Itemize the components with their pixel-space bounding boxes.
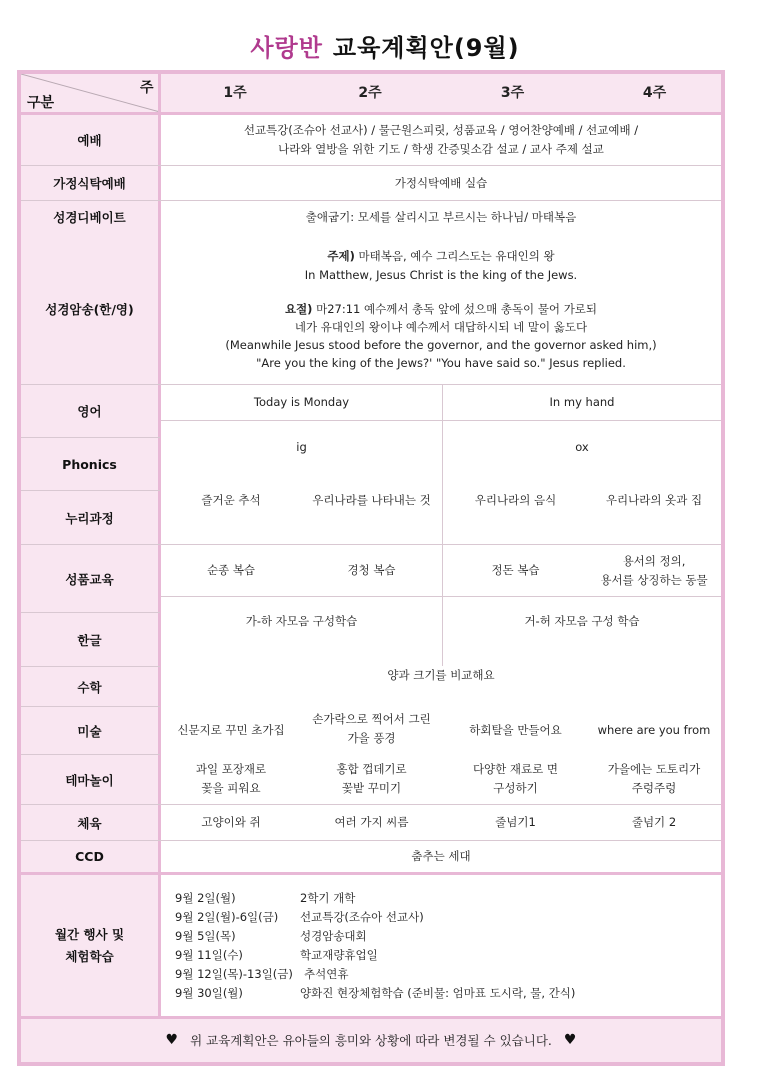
event-name: 성경암송대회 — [300, 929, 367, 943]
label-nuri: 누리과정 — [65, 510, 114, 526]
label-character: 성품교육 — [65, 571, 114, 587]
hangul-left: 가-하 자모음 구성학습 — [245, 613, 358, 628]
character-week4-line2: 용서를 상징하는 동물 — [600, 572, 708, 587]
theme-play-week1-line2: 꽃을 피워요 — [201, 781, 261, 795]
nuri-week2: 우리나라를 나타내는 것 — [312, 492, 431, 507]
nuri-week3: 우리나라의 음식 — [474, 492, 557, 507]
ccd-content: 춤추는 세대 — [411, 849, 471, 863]
character-week1: 순종 복습 — [206, 563, 256, 577]
theme-play-week2 — [301, 758, 442, 800]
worship-content — [161, 114, 721, 165]
label-bible-debate: 성경디베이트 — [53, 210, 126, 225]
event-date: 9월 12일(목)-13일(금) — [175, 967, 293, 981]
label-bible-recitation: 성경암송(한/영) — [45, 301, 134, 317]
row-divider — [161, 596, 721, 597]
theme-play-week4-line1: 가을에는 도토리가 — [607, 762, 701, 776]
theme-play-week4-line2: 주렁주렁 — [631, 781, 677, 795]
label-pe: 체육 — [77, 815, 102, 831]
week-2-header: 2주 — [358, 84, 382, 101]
label-theme-play: 테마놀이 — [65, 772, 114, 788]
character-week2: 경청 복습 — [347, 563, 396, 577]
event-name: 2학기 개학 — [300, 891, 356, 905]
event-name: 학교재량휴업일 — [300, 948, 378, 962]
character-week4 — [584, 545, 724, 596]
theme-play-week1-line1: 과일 포장재로 — [195, 762, 267, 776]
art-week2-line1: 손가락으로 찍어서 그린 — [312, 712, 431, 726]
art-week1: 신문지로 꾸민 초가집 — [177, 722, 285, 737]
week-3-header: 3주 — [500, 84, 525, 101]
label-art: 미술 — [77, 723, 102, 739]
theme-play-week3-line1: 다양한 재료로 면 — [472, 762, 559, 776]
pe-week3: 줄넘기1 — [495, 815, 536, 829]
label-hangul: 한글 — [77, 632, 102, 648]
family-worship-content: 가정식탁예배 실습 — [394, 175, 488, 190]
event-date: 9월 11일(수) — [175, 948, 243, 962]
plan-title: 교육계획안(9월) — [332, 34, 520, 62]
phonics-right: ox — [575, 439, 589, 454]
event-name: 양화진 현장체험학습 (준비물: 엄마표 도시락, 물, 간식) — [300, 986, 576, 1000]
footer-note-text: 위 교육계획안은 유아들의 흥미와 상황에 따라 변경될 수 있습니다. — [190, 1033, 552, 1048]
week-header-label: 주 — [140, 80, 154, 96]
event-date: 9월 2일(월)-6일(금) — [175, 910, 279, 924]
label-family-worship: 가정식탁예배 — [53, 176, 126, 191]
art-week3: 하회탈을 만들어요 — [469, 722, 562, 737]
recitation-theme-ko — [161, 246, 721, 266]
math-content: 양과 크기를 비교해요 — [387, 667, 495, 682]
pe-week1: 고양이와 쥐 — [201, 815, 261, 829]
theme-play-week2-line1: 홍합 껍데기로 — [336, 762, 407, 776]
pe-week4: 줄넘기 2 — [631, 815, 677, 829]
character-week3: 정돈 복습 — [491, 563, 540, 577]
heart-icon: ♥ — [165, 1032, 179, 1048]
hangul-right: 거-허 자모음 구성 학습 — [524, 613, 640, 628]
worship-line1: 선교특강(조슈아 선교사) / 물근원스피릿, 성품교육 / 영어찬양예배 / 선교예배 / — [243, 122, 639, 137]
art-week4: where are you from — [597, 722, 711, 737]
page-title — [0, 28, 770, 63]
theme-play-week3 — [443, 758, 588, 800]
label-monthly-events-line2: 체험학습 — [65, 948, 114, 964]
english-left: Today is Monday — [253, 395, 350, 409]
bible-debate-content: 출애굽기: 모세를 살리시고 부르시는 하나님/ 마태복음 — [305, 209, 577, 224]
nuri-week1: 즐거운 추석 — [201, 492, 261, 507]
theme-play-week2-line2: 꽃밭 꾸미기 — [341, 781, 402, 795]
label-worship: 예배 — [77, 132, 102, 148]
class-name: 사랑반 — [250, 34, 323, 62]
label-english: 영어 — [77, 404, 102, 419]
recitation-theme-ko-text: 마태복음, 예수 그리스도는 유대인의 왕 — [358, 248, 555, 263]
recitation-theme-label: 주제) — [327, 248, 355, 263]
event-name: 선교특강(조슈아 선교사) — [300, 910, 424, 924]
phonics-left: ig — [296, 439, 307, 454]
recitation-verse-label: 요절) — [284, 301, 313, 316]
label-phonics: Phonics — [62, 456, 117, 472]
theme-play-week3-line2: 구성하기 — [493, 781, 538, 795]
event-date: 9월 30일(월) — [175, 986, 243, 1000]
theme-play-week1 — [161, 758, 301, 800]
event-name: 추석연휴 — [304, 967, 349, 981]
recitation-verse-en2: "Are you the king of the Jews?' "You have said so." Jesus replied. — [256, 355, 626, 370]
event-date: 9월 5일(목) — [175, 929, 236, 943]
recitation-verse-ko2: 네가 유대인의 왕이냐 예수께서 대답하시되 네 말이 옳도다 — [294, 319, 588, 334]
week-1-header: 1주 — [223, 84, 247, 101]
recitation-theme-en: In Matthew, Jesus Christ is the king of the Jews. — [304, 267, 578, 282]
worship-line2: 나라와 열방을 위한 기도 / 학생 간증및소감 설교 / 교사 주제 설교 — [278, 141, 604, 156]
label-monthly-events — [21, 875, 158, 1016]
label-ccd: CCD — [75, 849, 104, 864]
pe-week2: 여러 가지 씨름 — [334, 815, 409, 829]
category-header-label: 구분 — [27, 95, 55, 111]
footer-note — [21, 1018, 721, 1062]
week-4-header: 4주 — [642, 84, 667, 101]
event-date: 9월 2일(월) — [175, 891, 236, 905]
recitation-verse-ko1-text: 마27:11 예수께서 총독 앞에 섰으매 총독이 물어 가로되 — [316, 301, 598, 316]
nuri-week4: 우리나라의 옷과 집 — [605, 492, 703, 507]
row-divider — [161, 420, 721, 421]
english-right: In my hand — [549, 395, 615, 409]
theme-play-week4 — [584, 758, 724, 800]
character-week4-line1: 용서의 정의, — [622, 553, 686, 568]
heart-icon: ♥ — [563, 1032, 577, 1048]
art-week2 — [301, 710, 442, 748]
art-week2-line2: 가을 풍경 — [347, 731, 396, 745]
label-math: 수학 — [77, 679, 102, 695]
recitation-verse-en1: (Meanwhile Jesus stood before the governor, and the governor asked him,) — [225, 337, 657, 352]
label-monthly-events-line1: 월간 행사 및 — [54, 926, 125, 942]
recitation-verse-ko1 — [161, 299, 721, 319]
